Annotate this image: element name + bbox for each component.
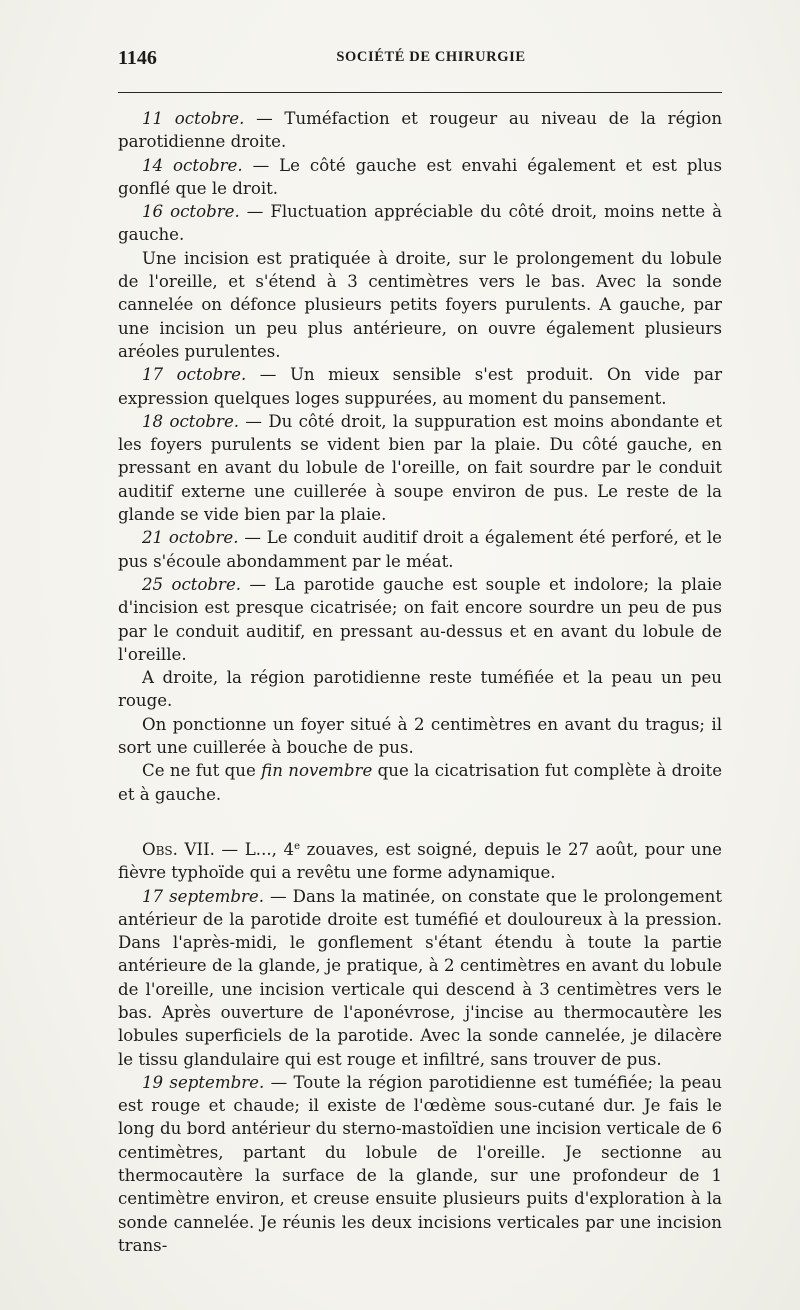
paragraph bbox=[118, 154, 722, 201]
paragraph-text: que la cicatrisation fut complète à droite et à gauche. bbox=[118, 761, 723, 804]
date-label: 25 octobre. bbox=[142, 574, 242, 594]
running-title: SOCIÉTÉ DE CHIRURGIE bbox=[336, 49, 526, 65]
paragraph-text: — Fluctuation appréciable du côté droit, moins nette à gauche. bbox=[118, 202, 722, 245]
date-label: 16 octobre. bbox=[142, 202, 240, 222]
paragraph bbox=[118, 247, 722, 363]
paragraph-text: — Le côté gauche est envahi également et est plus gonflé que le droit. bbox=[118, 155, 723, 198]
paragraph-text: — La parotide gauche est souple et indolore; la plaie d'incision est presque cicatrisée; on fait encore sourdre un peu de pus par le conduit auditif, en pressant au-dessus et en avant du lobule de l'oreille. bbox=[118, 574, 722, 664]
paragraph bbox=[118, 713, 722, 760]
date-label: 11 octobre. bbox=[142, 109, 245, 128]
paragraph-text: — Tuméfaction et rougeur au niveau de la région parotidienne droite. bbox=[118, 109, 723, 152]
paragraph bbox=[118, 573, 722, 666]
paragraph bbox=[118, 526, 722, 573]
paragraph-text: — L..., 4 bbox=[214, 839, 295, 859]
date-label: 17 septembre. bbox=[142, 886, 264, 906]
paragraph-text: On ponctionne un foyer situé à 2 centimètres en avant du tragus; il sort une cuillerée à bouche de pus. bbox=[118, 714, 722, 758]
paragraph-text: Ce ne fut que bbox=[142, 761, 262, 781]
paragraph-text: — Un mieux sensible s'est produit. On vide par expression quelques loges suppurées, au moment du pansement. bbox=[118, 365, 723, 408]
date-label: 19 septembre. bbox=[142, 1072, 265, 1092]
page-header bbox=[118, 44, 724, 78]
date-label: 18 octobre. bbox=[142, 411, 240, 431]
superscript: e bbox=[294, 840, 301, 852]
date-label: 21 octobre. bbox=[142, 528, 239, 548]
paragraph bbox=[118, 759, 722, 806]
paragraph bbox=[118, 885, 722, 1071]
paragraph bbox=[118, 363, 722, 410]
paragraph bbox=[118, 666, 722, 713]
observation-paragraph bbox=[118, 838, 722, 885]
date-label: 14 octobre. bbox=[142, 155, 243, 175]
paragraph-text: — Du côté droit, la suppuration est moins abondante et les foyers purulents se vident bien par la plaie. Du côté gauche, en pressant en avant du lobule de l'oreille, on fait sourdre par le conduit auditif externe une cuillerée à soupe environ de pus. Le reste de la glande se vide bien par la plaie. bbox=[118, 411, 722, 525]
date-label: 17 octobre. bbox=[142, 365, 247, 385]
paragraph-text: — Le conduit auditif droit a également été perforé, et le pus s'écoule abondamment par le méat. bbox=[118, 528, 722, 571]
page-number: 1146 bbox=[118, 47, 157, 69]
paragraph-text: zouaves, est soigné, depuis le 27 août, pour une fièvre typhoïde qui a revêtu une forme adynamique. bbox=[118, 839, 722, 883]
italic-phrase: fin novembre bbox=[261, 761, 373, 781]
paragraph-text: Une incision est pratiquée à droite, sur le prolongement du lobule de l'oreille, et s'étend à 3 centimètres vers le bas. Avec la sonde cannelée on défonce plusieurs petits foyers purulents. A gauche, par une incision un peu plus antérieure, on ouvre également plusieurs aréoles purulentes. bbox=[118, 248, 722, 361]
page-body bbox=[118, 107, 722, 1257]
paragraph bbox=[118, 1071, 722, 1257]
paragraph-text: A droite, la région parotidienne reste tuméfiée et la peau un peu rouge. bbox=[118, 668, 722, 711]
paragraph bbox=[118, 107, 722, 154]
header-rule bbox=[118, 92, 722, 93]
paragraph-text: — Toute la région parotidienne est tuméfiée; la peau est rouge et chaude; il existe de l'œdème sous-cutané dur. Je fais le long du bord antérieur du sterno-mastoïdien une incision verticale de 6 centimètres, partant du lobule de l'oreille. Je sectionne au thermocautère la surface de la glande, sur une profondeur de 1 centimètre environ, et creuse ensuite plusieurs puits d'exploration à la sonde cannelée. Je réunis les deux incisions verticales par une incision trans- bbox=[118, 1072, 722, 1255]
paragraph bbox=[118, 410, 722, 526]
observation-label: Obs. VII. bbox=[142, 839, 215, 859]
paragraph bbox=[118, 200, 722, 247]
paragraph-text: — Dans la matinée, on constate que le prolongement antérieur de la parotide droite est tuméfié et douloureux à la pression. Dans l'après-midi, le gonflement s'étant étendu à toute la partie antérieure de la glande, je pratique, à 2 centimètres en avant du lobule de l'oreille, une incision verticale qui descend à 3 centimètres vers le bas. Après ouverture de l'aponévrose, j'incise au thermocautère les lobules superficiels de la parotide. Avec la sonde cannelée, je dilacère le tissu glandulaire qui est rouge et infiltré, sans trouver de pus. bbox=[118, 886, 722, 1069]
